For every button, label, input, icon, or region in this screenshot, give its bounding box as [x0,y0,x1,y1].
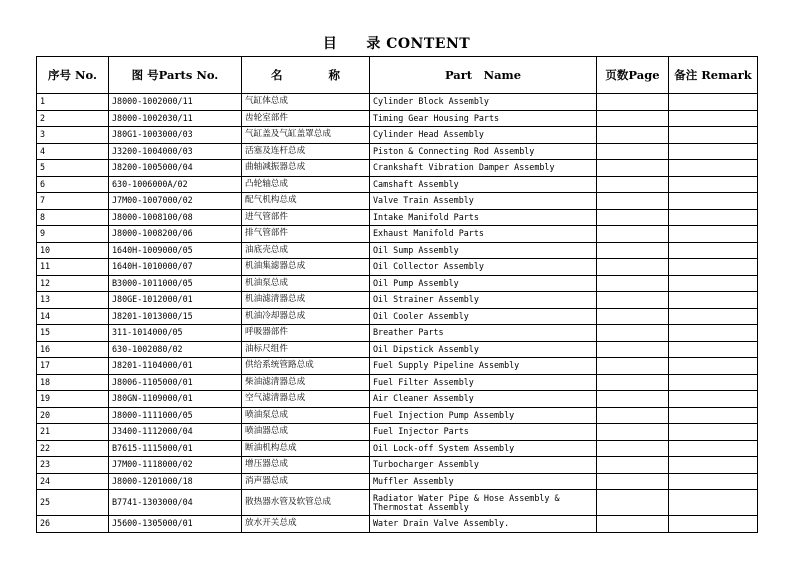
name-chinese: 机油滤清器总成 [242,292,370,309]
parts-number: J5600-1305000/01 [109,516,242,533]
row-number: 4 [37,143,109,160]
part-name: Valve Train Assembly [370,193,597,210]
row-number: 13 [37,292,109,309]
page-cell [597,226,669,243]
row-number: 2 [37,110,109,127]
table-row [37,275,758,292]
parts-number: J8201-1104000/01 [109,358,242,375]
name-chinese: 断油机构总成 [242,440,370,457]
page-cell [597,110,669,127]
remark-cell [669,424,758,441]
row-number: 8 [37,209,109,226]
row-number: 15 [37,325,109,342]
remark-cell [669,275,758,292]
parts-number: 1640H-1010000/07 [109,259,242,276]
parts-number: J8200-1005000/04 [109,160,242,177]
parts-number: J8000-1008200/06 [109,226,242,243]
table-row [37,209,758,226]
name-chinese: 气缸盖及气缸盖罩总成 [242,127,370,144]
part-name: Turbocharger Assembly [370,457,597,474]
page-cell [597,407,669,424]
remark-cell [669,209,758,226]
name-chinese: 放水开关总成 [242,516,370,533]
remark-cell [669,440,758,457]
page-cell [597,325,669,342]
remark-cell [669,110,758,127]
row-number: 1 [37,94,109,111]
name-chinese: 空气滤清器总成 [242,391,370,408]
row-number: 20 [37,407,109,424]
table-row [37,457,758,474]
remark-cell [669,391,758,408]
parts-number: J80GN-1109000/01 [109,391,242,408]
remark-cell [669,473,758,490]
part-name: Fuel Injection Pump Assembly [370,407,597,424]
parts-number: 311-1014000/05 [109,325,242,342]
remark-cell [669,259,758,276]
table-row [37,143,758,160]
remark-cell [669,176,758,193]
row-number: 23 [37,457,109,474]
name-chinese: 凸轮轴总成 [242,176,370,193]
table-row [37,259,758,276]
name-chinese: 齿轮室部件 [242,110,370,127]
parts-number: 630-1006000A/02 [109,176,242,193]
name-chinese: 活塞及连杆总成 [242,143,370,160]
parts-number: J3200-1004000/03 [109,143,242,160]
part-name: Cylinder Head Assembly [370,127,597,144]
part-name: Intake Manifold Parts [370,209,597,226]
remark-cell [669,160,758,177]
parts-number: J8000-1002000/11 [109,94,242,111]
part-name: Breather Parts [370,325,597,342]
part-name: Oil Sump Assembly [370,242,597,259]
contents-table [36,56,758,533]
header-seq-no: 序号 No. [37,57,109,94]
row-number: 12 [37,275,109,292]
remark-cell [669,242,758,259]
part-name: Oil Collector Assembly [370,259,597,276]
table-row [37,292,758,309]
name-chinese: 曲轴减振器总成 [242,160,370,177]
remark-cell [669,516,758,533]
row-number: 26 [37,516,109,533]
page-cell [597,358,669,375]
row-number: 10 [37,242,109,259]
row-number: 6 [37,176,109,193]
name-chinese: 气缸体总成 [242,94,370,111]
remark-cell [669,94,758,111]
part-name: Oil Strainer Assembly [370,292,597,309]
row-number: 7 [37,193,109,210]
header-page: 页数Page [597,57,669,94]
name-chinese: 进气管部件 [242,209,370,226]
parts-number: J8006-1105000/01 [109,374,242,391]
row-number: 22 [37,440,109,457]
table-row [37,94,758,111]
page-cell [597,374,669,391]
page-cell [597,457,669,474]
table-row [37,341,758,358]
parts-number: J7M00-1007000/02 [109,193,242,210]
parts-number: B7615-1115000/01 [109,440,242,457]
name-chinese: 机油泵总成 [242,275,370,292]
remark-cell [669,292,758,309]
table-row [37,110,758,127]
page-cell [597,308,669,325]
table-row [37,424,758,441]
page-cell [597,391,669,408]
parts-number: 1640H-1009000/05 [109,242,242,259]
row-number: 3 [37,127,109,144]
row-number: 16 [37,341,109,358]
table-row [37,325,758,342]
row-number: 18 [37,374,109,391]
remark-cell [669,325,758,342]
page-title: 目 录 CONTENT [322,36,471,52]
header-parts-no: 图 号Parts No. [109,57,242,94]
parts-number: J8000-1201000/18 [109,473,242,490]
part-name: Fuel Injector Parts [370,424,597,441]
row-number: 17 [37,358,109,375]
row-number: 5 [37,160,109,177]
part-name: Cylinder Block Assembly [370,94,597,111]
part-name: Air Cleaner Assembly [370,391,597,408]
name-chinese: 机油集滤器总成 [242,259,370,276]
page-cell [597,176,669,193]
name-chinese: 供给系统管路总成 [242,358,370,375]
part-name: Oil Pump Assembly [370,275,597,292]
part-name: Piston & Connecting Rod Assembly [370,143,597,160]
page-cell [597,193,669,210]
row-number: 14 [37,308,109,325]
page-cell [597,127,669,144]
name-chinese: 排气管部件 [242,226,370,243]
table-row [37,516,758,533]
table-header-row [37,57,758,94]
part-name: Crankshaft Vibration Damper Assembly [370,160,597,177]
parts-number: J80G1-1003000/03 [109,127,242,144]
page-cell [597,341,669,358]
row-number: 24 [37,473,109,490]
table-row [37,440,758,457]
remark-cell [669,193,758,210]
page-cell [597,473,669,490]
parts-number: J7M00-1118000/02 [109,457,242,474]
remark-cell [669,457,758,474]
parts-number: 630-1002080/02 [109,341,242,358]
part-name: Exhaust Manifold Parts [370,226,597,243]
page-cell [597,292,669,309]
name-chinese: 呼吸器部件 [242,325,370,342]
remark-cell [669,490,758,516]
parts-number: J8000-1008100/08 [109,209,242,226]
table-row [37,490,758,516]
name-chinese: 油底壳总成 [242,242,370,259]
part-name: Radiator Water Pipe & Hose Assembly & Thermostat Assembly [370,490,597,516]
part-name: Oil Cooler Assembly [370,308,597,325]
row-number: 21 [37,424,109,441]
part-name: Timing Gear Housing Parts [370,110,597,127]
page-cell [597,242,669,259]
parts-number: J3400-1112000/04 [109,424,242,441]
remark-cell [669,358,758,375]
table-row [37,308,758,325]
page-cell [597,143,669,160]
parts-number: B3000-1011000/05 [109,275,242,292]
parts-number: J80GE-1012000/01 [109,292,242,309]
table-row [37,193,758,210]
part-name: Muffler Assembly [370,473,597,490]
table-row [37,160,758,177]
remark-cell [669,341,758,358]
header-remark: 备注 Remark [669,57,758,94]
name-chinese: 消声器总成 [242,473,370,490]
name-chinese: 喷油泵总成 [242,407,370,424]
header-part-name: Part Name [370,57,597,94]
page-cell [597,209,669,226]
remark-cell [669,407,758,424]
page-cell [597,490,669,516]
parts-number: J8000-1002030/11 [109,110,242,127]
table-row [37,176,758,193]
table-row [37,242,758,259]
part-name: Oil Dipstick Assembly [370,341,597,358]
name-chinese: 柴油滤清器总成 [242,374,370,391]
page-cell [597,440,669,457]
parts-number: J8000-1111000/05 [109,407,242,424]
name-chinese: 散热器水管及软管总成 [242,490,370,516]
row-number: 9 [37,226,109,243]
part-name: Camshaft Assembly [370,176,597,193]
header-name-cn: 名 称 [242,57,370,94]
remark-cell [669,127,758,144]
parts-number: J8201-1013000/15 [109,308,242,325]
remark-cell [669,143,758,160]
name-chinese: 配气机构总成 [242,193,370,210]
name-chinese: 喷油器总成 [242,424,370,441]
table-row [37,226,758,243]
table-row [37,407,758,424]
name-chinese: 机油冷却器总成 [242,308,370,325]
table-row [37,374,758,391]
remark-cell [669,308,758,325]
table-row [37,391,758,408]
part-name: Fuel Supply Pipeline Assembly [370,358,597,375]
name-chinese: 油标尺组件 [242,341,370,358]
remark-cell [669,226,758,243]
part-name: Water Drain Valve Assembly. [370,516,597,533]
row-number: 25 [37,490,109,516]
parts-number: B7741-1303000/04 [109,490,242,516]
page-cell [597,160,669,177]
part-name: Oil Lock-off System Assembly [370,440,597,457]
name-chinese: 增压器总成 [242,457,370,474]
part-name: Fuel Filter Assembly [370,374,597,391]
remark-cell [669,374,758,391]
table-row [37,473,758,490]
page-cell [597,516,669,533]
row-number: 19 [37,391,109,408]
page-cell [597,94,669,111]
table-row [37,358,758,375]
page-cell [597,424,669,441]
page-cell [597,259,669,276]
row-number: 11 [37,259,109,276]
page-cell [597,275,669,292]
table-row [37,127,758,144]
